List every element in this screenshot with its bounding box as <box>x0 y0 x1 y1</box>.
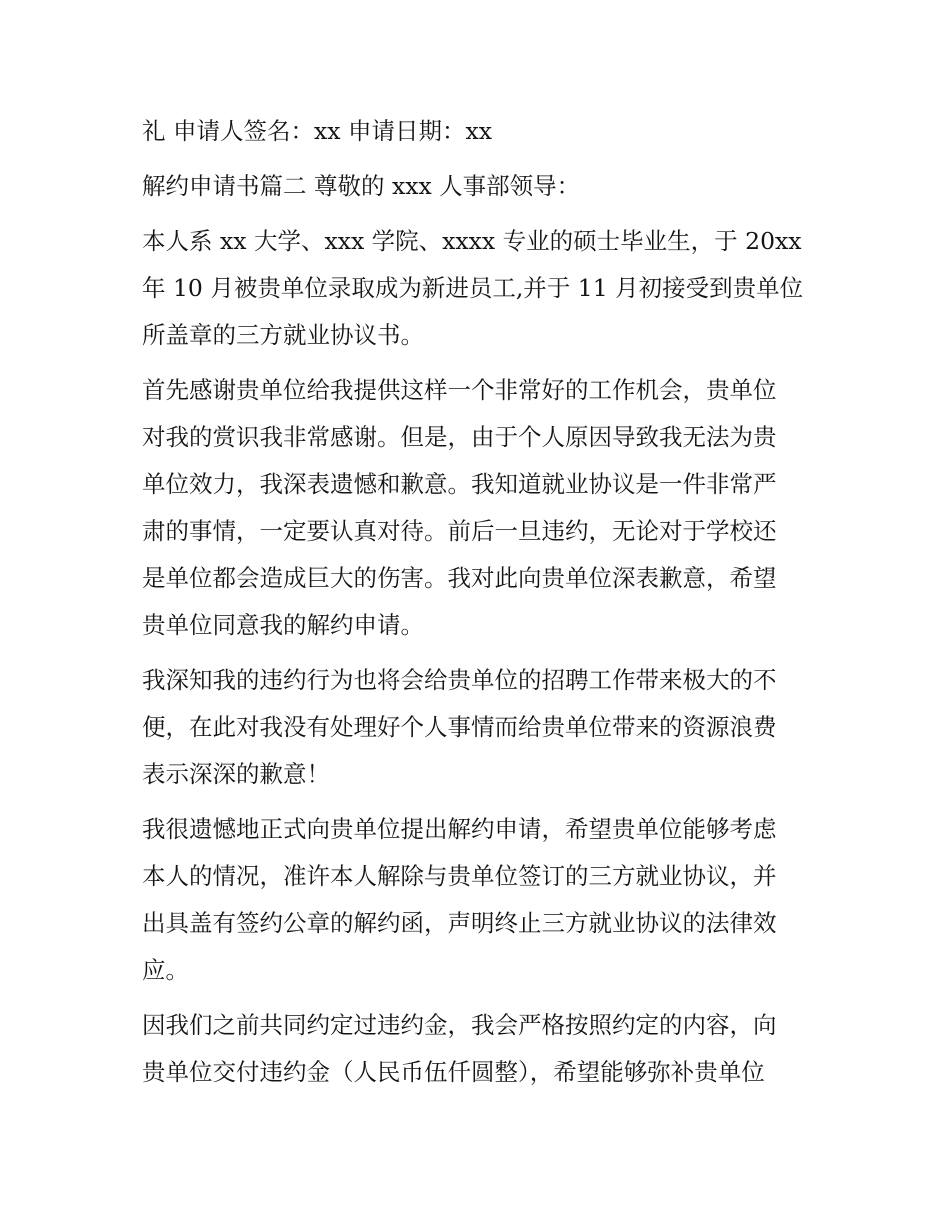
text-line: 本人系 xx 大学、xxx 学院、xxxx 专业的硕士毕业生，于 20xx <box>142 227 802 255</box>
text-line: 我深知我的违约行为也将会给贵单位的招聘工作带来极大的不 <box>142 666 777 694</box>
text-line: 应。 <box>142 956 189 984</box>
text-line: 贵单位交付违约金（人民币伍仟圆整），希望能够弥补贵单位 <box>142 1058 765 1086</box>
text-line: 年 10 月被贵单位录取成为新进员工,并于 11 月初接受到贵单位 <box>142 274 804 302</box>
text-line: 便，在此对我没有处理好个人事情而给贵单位带来的资源浪费 <box>142 713 777 741</box>
text-line: 单位效力，我深表遗憾和歉意。我知道就业协议是一件非常严 <box>142 470 777 498</box>
text-line: 本人的情况，准许本人解除与贵单位签订的三方就业协议，并 <box>142 862 777 890</box>
text-line: 表示深深的歉意！ <box>142 760 330 788</box>
paragraph-thanks <box>142 367 822 649</box>
text-line: 首先感谢贵单位给我提供这样一个非常好的工作机会，贵单位 <box>142 376 777 404</box>
text-line: 因我们之前共同约定过违约金，我会严格按照约定的内容，向 <box>142 1011 777 1039</box>
text-line: 出具盖有签约公章的解约函，声明终止三方就业协议的法律效 <box>142 909 777 937</box>
text-line: 贵单位同意我的解约申请。 <box>142 611 424 639</box>
document-body <box>142 108 822 1104</box>
paragraph-request <box>142 806 822 994</box>
text-line: 解约申请书篇二 尊敬的 xxx 人事部领导： <box>142 172 581 200</box>
paragraph-penalty <box>142 1002 822 1096</box>
paragraph-signature-line <box>142 108 822 155</box>
text-line: 是单位都会造成巨大的伤害。我对此向贵单位深表歉意，希望 <box>142 564 777 592</box>
text-line: 所盖章的三方就业协议书。 <box>142 321 424 349</box>
paragraph-apology <box>142 657 822 798</box>
text-line: 我很遗憾地正式向贵单位提出解约申请，希望贵单位能够考虑 <box>142 815 777 843</box>
paragraph-salutation <box>142 163 822 210</box>
paragraph-intro <box>142 218 822 359</box>
text-line: 礼 申请人签名：xx 申请日期：xx <box>142 117 492 145</box>
text-line: 对我的赏识我非常感谢。但是，由于个人原因导致我无法为贵 <box>142 423 777 451</box>
text-line: 肃的事情，一定要认真对待。前后一旦违约，无论对于学校还 <box>142 517 777 545</box>
